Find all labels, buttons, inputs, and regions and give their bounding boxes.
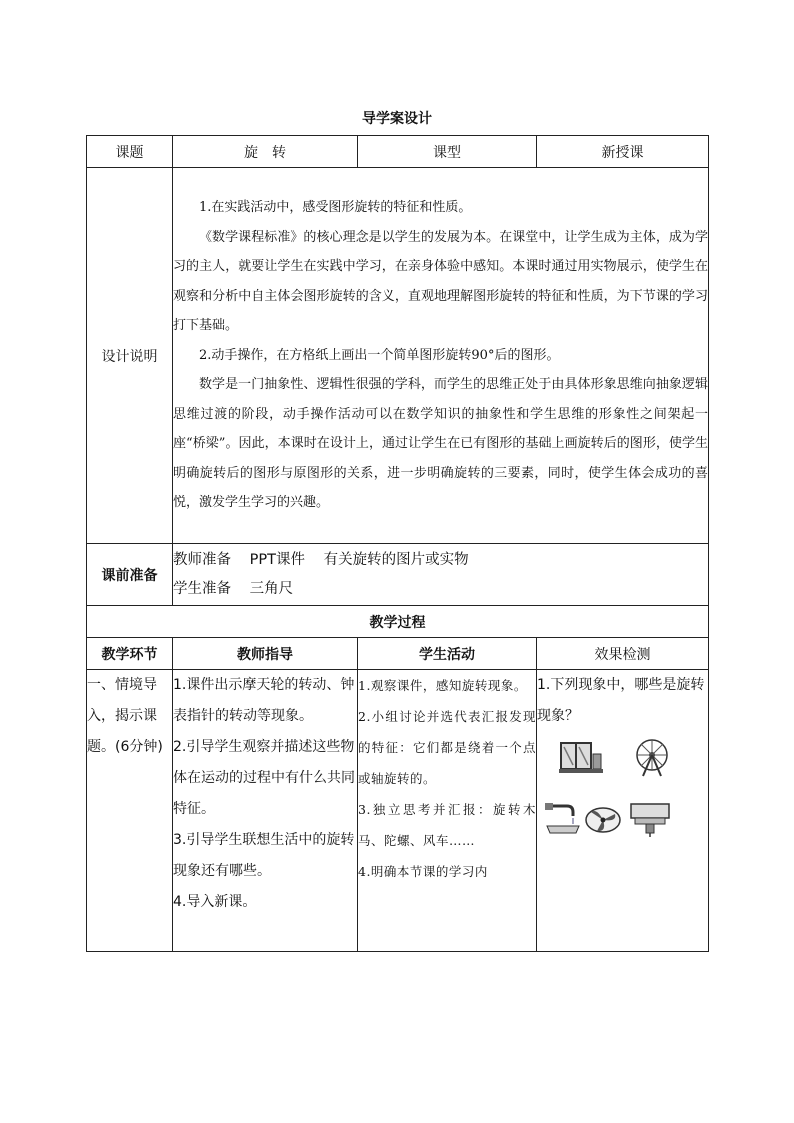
teacher-step: 1.课件出示摩天轮的转动、钟表指针的转动等现象。 [173,677,355,724]
col-header-check: 效果检测 [537,638,709,670]
drawer-icon [629,802,671,838]
header-row [87,136,709,168]
design-label: 设计说明 [87,168,173,544]
topic-value: 旋 转 [173,136,358,168]
teacher-guidance-cell [173,670,358,952]
stage-cell [87,670,173,952]
window-icon [559,740,605,774]
document-title: 导学案设计 [362,111,432,127]
lesson-plan-table [86,135,709,952]
type-value: 新授课 [537,136,709,168]
teacher-prep-item: PPT课件 [249,551,305,568]
student-prep-item: 三角尺 [249,580,294,597]
design-paragraph: 数学是一门抽象性、逻辑性很强的学科，而学生的思维正处于由具体形象思维向抽象逻辑思维过渡的阶段，动手操作活动可以在数学知识的抽象性和学生思维的形象性之间架起一座“桥梁”。因此，本课时在设计上，通过让学生在已有图形的基础上画旋转后的图形，使学生明确旋转后的图形与原图形的关系，进一步明确旋转的三要素，同时，使学生体会成功的喜悦，激发学生学习的兴趣。 [173,377,708,511]
stage-text: 一、情境导入，揭示课题。(6分钟) [87,677,163,755]
student-prep-label: 学生准备 [173,580,231,597]
ferris-wheel-icon [633,738,671,778]
teacher-prep-label: 教师准备 [173,551,231,568]
col-header-student: 学生活动 [358,638,537,670]
process-header-row [87,638,709,670]
design-paragraph: 2.动手操作，在方格纸上画出一个简单图形旋转90°后的图形。 [199,347,560,363]
fan-icon [583,804,623,836]
faucet-icon [543,800,583,834]
prep-row [87,544,709,606]
process-title-row [87,606,709,638]
phenomena-pictures [537,738,708,848]
teacher-step: 3.引导学生联想生活中的旋转现象还有哪些。 [173,832,355,879]
type-label: 课型 [358,136,537,168]
design-row [87,168,709,544]
teacher-step: 4.导入新课。 [173,894,257,910]
col-header-teacher: 教师指导 [173,638,358,670]
teacher-step: 2.引导学生观察并描述这些物体在运动的过程中有什么共同特征。 [173,739,355,817]
student-activity-cell [358,670,537,952]
design-notes [173,168,709,544]
effect-check-cell [537,670,709,952]
col-header-stage: 教学环节 [87,638,173,670]
student-step: 1.观察课件，感知旋转现象。 [358,678,527,693]
process-title: 教学过程 [87,606,709,638]
prep-content [173,544,709,606]
student-step: 4.明确本节课的学习内 [358,864,488,879]
process-row [87,670,709,952]
student-step: 2.小组讨论并选代表汇报发现的特征：它们都是绕着一个点或轴旋转的。 [358,709,536,786]
design-paragraph: 《数学课程标准》的核心理念是以学生的发展为本。在课堂中，让学生成为主体，成为学习的主人，就要让学生在实践中学习，在亲身体验中感知。本课时通过用实物展示，使学生在观察和分析中自主体会图形旋转的含义，直观地理解图形旋转的特征和性质，为下节课的学习打下基础。 [173,229,708,334]
prep-label: 课前准备 [87,544,173,606]
student-step: 3.独立思考并汇报：旋转木马、陀螺、风车…… [358,802,536,848]
teacher-prep-item: 有关旋转的图片或实物 [323,551,469,568]
topic-label: 课题 [87,136,173,168]
design-paragraph: 1.在实践活动中，感受图形旋转的特征和性质。 [199,200,472,216]
check-question: 1.下列现象中，哪些是旋转现象？ [537,677,705,724]
